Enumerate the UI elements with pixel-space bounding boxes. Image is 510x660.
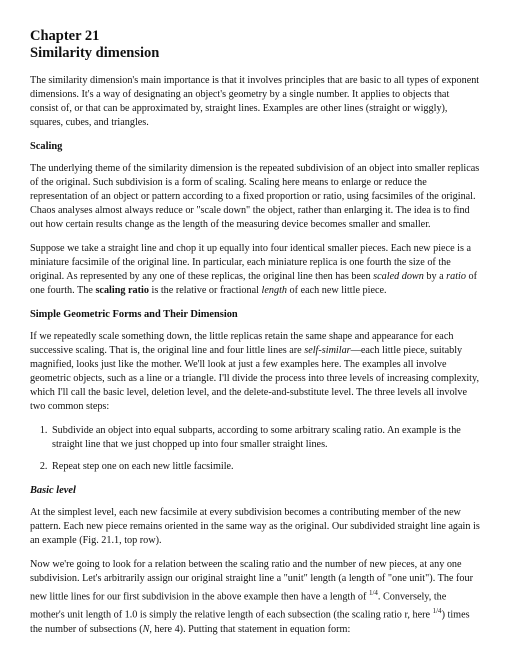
list-item: 1. Subdivide an object into equal subparts, according to some arbitrary scaling ratio. An example is the straight line that we just chopped up into four smaller straight lines.	[50, 424, 480, 452]
basic-level-paragraph-1: At the simplest level, each new facsimile at every subdivision becomes a contributing member of the new pattern. Each new piece remains oriented in the same way as the original. Our subdivided straight line again is an example (Fig. 21.1, top row).	[30, 507, 480, 546]
chapter-title: Similarity dimension	[30, 45, 160, 61]
text-run: If we repeatedly scale something down, the little replicas retain the same shape and appearance for each successive scaling. That is, the original line and four little lines are	[30, 331, 454, 356]
text-run: . Conversely, the mother's unit length of 1.0 is simply the relative length of each subsection (the scaling ratio r, here	[30, 591, 447, 621]
fraction-one-fourth: 1/4	[432, 607, 442, 616]
emphasis-self-similar: self-similar	[304, 345, 351, 356]
simple-forms-paragraph	[30, 330, 480, 414]
basic-level-heading: Basic level	[30, 485, 76, 496]
steps-list	[30, 424, 480, 474]
text-run: Suppose we take a straight line and chop it up equally into four identical smaller pieces. Each new piece is a miniature facsimile of the original line. In particular, each miniature replica is one fourth the size of the original. As represented by any one of these replicas, the original line then has been	[30, 243, 472, 282]
text-run: —each little piece, suitably magnified, looks just like the mother. We'll look at just a few examples here. The examples all involve geometric objects, such as a line or a triangle. I'll divide the process into three levels of increasing complexity, which I'll call the basic level, deletion level, and the delete-and-substitute level. The three levels all involve two common steps:	[30, 345, 479, 412]
text-run: by a	[423, 271, 447, 282]
emphasis-n: N	[142, 623, 150, 635]
list-item: 2. Repeat step one on each new little facsimile.	[50, 460, 480, 474]
text-run: of one fourth. The	[30, 271, 478, 296]
text-run: of each new little piece.	[287, 285, 387, 296]
fraction-one-fourth: 1/4	[368, 589, 378, 597]
scaling-paragraph-2	[30, 242, 480, 298]
simple-forms-heading: Simple Geometric Forms and Their Dimension	[30, 309, 238, 320]
scaling-paragraph-1: The underlying theme of the similarity dimension is the repeated subdivision of an object into smaller replicas of the original. Such subdivision is a form of scaling. Scaling here means to enlarge or reduce the representation of an object or pattern according to a fixed proportion or ratio, using facsimiles of the original. Chaos analyses almost always reduce or "scale down" the object, rather than enlarging it. The idea is to find out how certain results change as the length of the measuring device becomes smaller and smaller.	[30, 163, 480, 230]
emphasis-length: length	[261, 285, 287, 296]
scaling-heading: Scaling	[30, 141, 63, 152]
basic-level-paragraph-2	[30, 558, 480, 637]
intro-paragraph: The similarity dimension's main importance is that it involves principles that are basic to all types of exponent dimensions. It's a way of designating an object's geometry by a single number. It applies to objects that consist of, or that can be approximated by, straight lines. Examples are other lines (straight or wiggly), squares, cubes, and triangles.	[30, 75, 480, 128]
emphasis-ratio: ratio	[446, 271, 466, 282]
text-run: , here 4). Putting that statement in equation form:	[149, 623, 351, 635]
emphasis-scaled-down: scaled down	[373, 271, 424, 282]
chapter-number: Chapter 21	[30, 28, 100, 44]
term-scaling-ratio: scaling ratio	[95, 285, 149, 296]
text-run: Now we're going to look for a relation between the scaling ratio and the number of new pieces, at any one subdivision. Let's arbitrarily assign our original straight line a "unit" length (a length of "one unit"). The four new little lines for our first subdivision in the above example then have a length of	[30, 559, 473, 603]
text-run: ) times the number of subsections (	[30, 609, 470, 635]
text-run: is the relative or fractional	[148, 285, 262, 296]
